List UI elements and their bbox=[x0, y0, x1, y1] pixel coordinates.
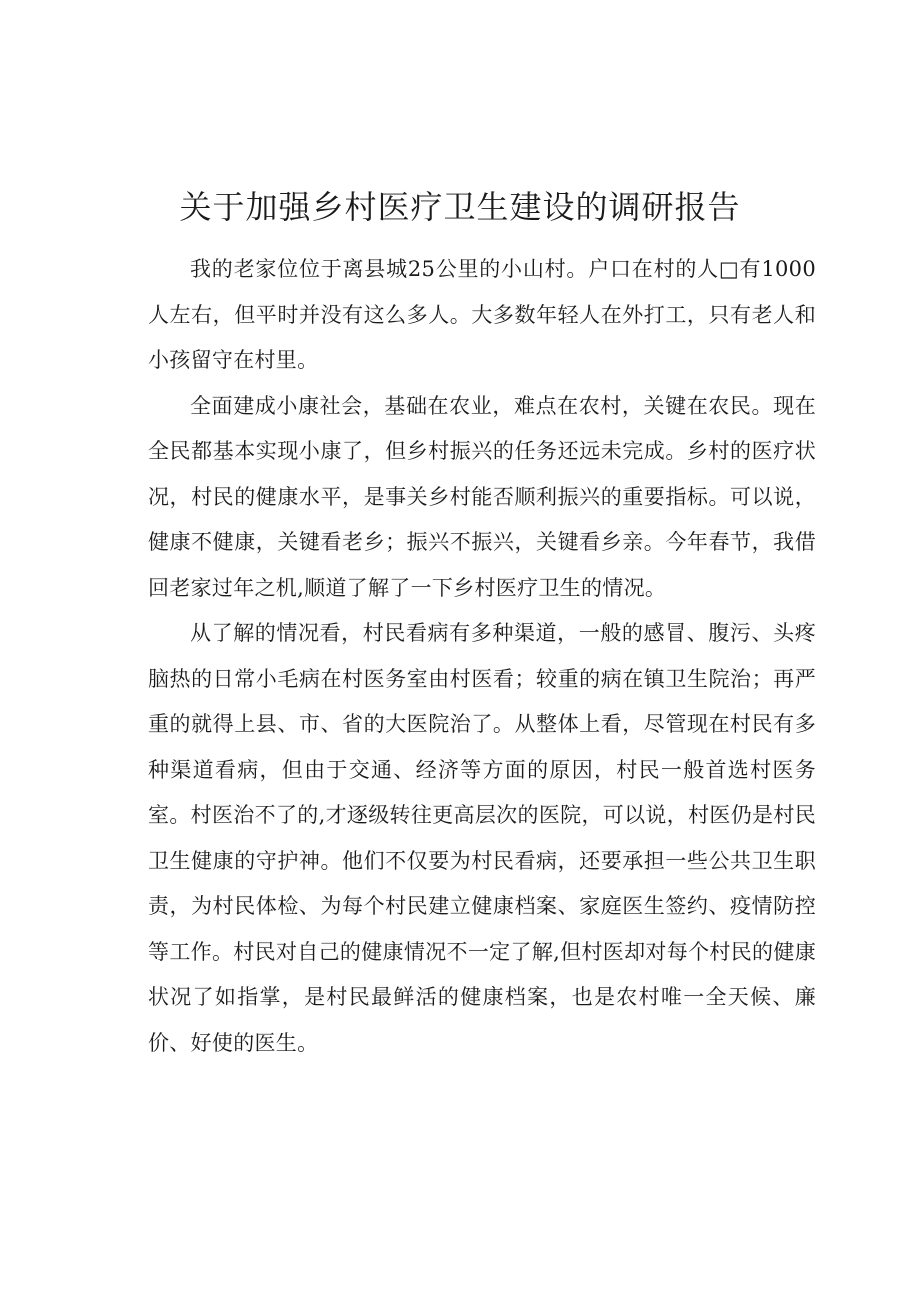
paragraph-3: 从了解的情况看，村民看病有多种渠道，一般的感冒、腹污、头疼脑热的日常小毛病在村医务室由村医看；较重的病在镇卫生院治；再严重的就得上县、市、省的大医院治了。从整体上看，尽管现在村民有多种渠道看病，但由于交通、经济等方面的原因，村民一般首选村医务室。村医治不了的,才逐级转往更高层次的医院，可以说，村医仍是村民卫生健康的守护神。他们不仅要为村民看病，还要承担一些公共卫生职责，为村民体检、为每个村民建立健康档案、家庭医生签约、疫情防控等工作。村民对自己的健康情况不一定了解,但村医却对每个村民的健康状况了如指掌，是村民最鲜活的健康档案，也是农村唯一全天候、廉价、好使的医生。 bbox=[148, 621, 816, 1055]
paragraph-1: 我的老家位位于离县城25公里的小山村。户口在村的人□有1000人左右，但平时并没有这么多人。大多数年轻人在外打工，只有老人和小孩留守在村里。 bbox=[148, 257, 816, 372]
document-title: 关于加强乡村医疗卫生建设的调研报告 bbox=[179, 188, 741, 227]
paragraph-2: 全面建成小康社会，基础在农业，难点在农村，关键在农民。现在全民都基本实现小康了，但乡村振兴的任务还远未完成。乡村的医疗状况，村民的健康水平，是事关乡村能否顺利振兴的重要指标。可以说，健康不健康，关键看老乡；振兴不振兴，关键看乡亲。今年春节，我借回老家过年之机,顺道了解了一下乡村医疗卫生的情况。 bbox=[148, 393, 816, 600]
document-body bbox=[148, 247, 816, 1066]
